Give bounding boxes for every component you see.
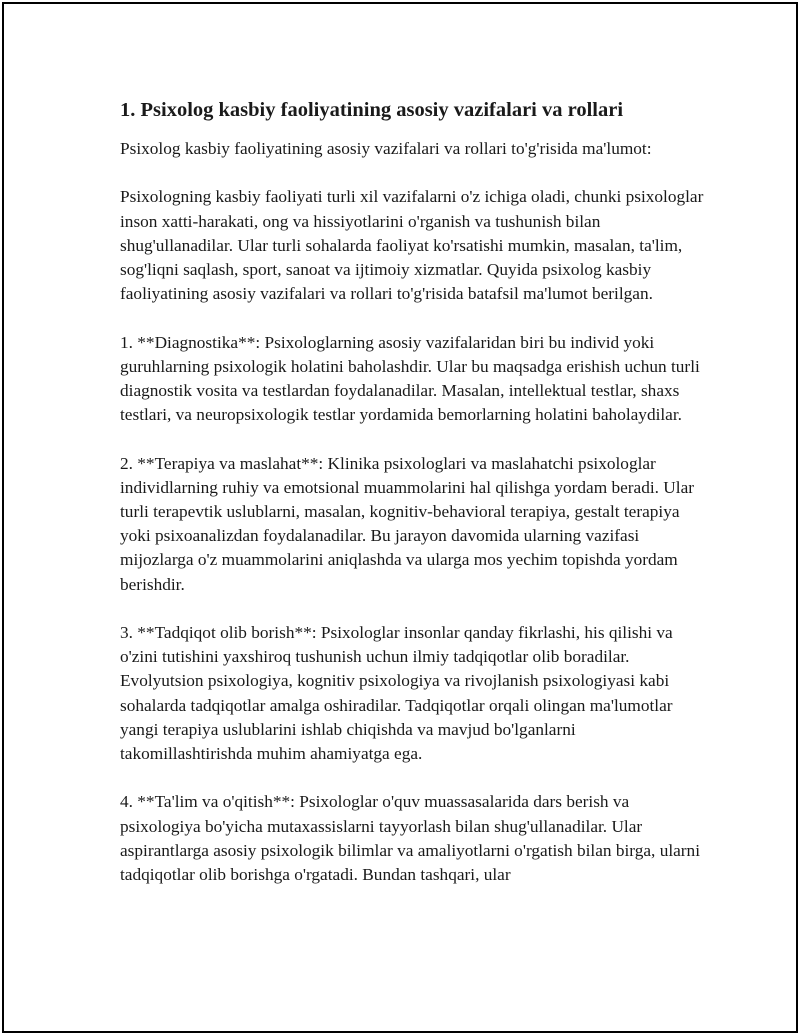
overview-paragraph: Psixologning kasbiy faoliyati turli xil vazifalarni o'z ichiga oladi, chunki psixologlar inson xatti-harakati, ong va hissiyotlarini o'rganish va tushunish bilan shug'ullanadilar. Ular turli sohalarda faoliyat ko'rsatishi mumkin, masalan, ta'lim, sog'liqni saqlash, sport, sanoat va ijtimoiy xizmatlar. Quyida psixolog kasbiy faoliyatining asosiy vazifalari va rollari to'g'risida batafsil ma'lumot berilgan.	[120, 187, 704, 304]
education-paragraph: 4. **Ta'lim va o'qitish**: Psixologlar o'quv muassasalarida dars berish va psixologiya bo'yicha mutaxassislarni tayyorlash bilan shug'ullanadilar. Ular aspirantlarga asosiy psixologik bilimlar va amaliyotlarni o'rgatish bilan birga, ularni tadqiqotlar olib borishga o'rgatadi. Bundan tashqari, ular	[120, 792, 701, 885]
document-page	[2, 2, 798, 1033]
document-content	[120, 96, 710, 911]
therapy-paragraph: 2. **Terapiya va maslahat**: Klinika psixologlari va maslahatchi psixologlar individlarning ruhiy va emotsional muammolarini hal qilishga yordam beradi. Ular turli terapevtik uslublarni, masalan, kognitiv-behavioral terapiya, gestalt terapiya yoki psixoanalizdan foydalanadilar. Bu jarayon davomida ularning vazifasi mijozlarga o'z muammolarini aniqlashda va ularga mos yechim topishda yordam berishdir.	[120, 453, 694, 594]
research-paragraph: 3. **Tadqiqot olib borish**: Psixologlar insonlar qanday fikrlashi, his qilishi va o'zini tutishini yaxshiroq tushunish uchun ilmiy tadqiqotlar olib boradilar. Evolyutsion psixologiya, kognitiv psixologiya va rivojlanish psixologiyasi kabi sohalarda tadqiqotlar amalga oshiradilar. Tadqiqotlar orqali olingan ma'lumotlar yangi terapiya uslublarini ishlab chiqishda va mavjud bo'lganlarni takomillashtirishda muhim ahamiyatga ega.	[120, 623, 673, 764]
document-title: 1. Psixolog kasbiy faoliyatining asosiy vazifalari va rollari	[120, 99, 624, 121]
diagnostics-paragraph: 1. **Diagnostika**: Psixologlarning asosiy vazifalaridan biri bu individ yoki guruhlarning psixologik holatini baholashdir. Ular bu maqsadga erishish uchun turli diagnostik vosita va testlardan foydalanadilar. Masalan, intellektual testlar, shaxs testlari, va neuropsixologik testlar yordamida bemorlarning holatini baholaydilar.	[120, 332, 700, 425]
intro-paragraph: Psixolog kasbiy faoliyatining asosiy vazifalari va rollari to'g'risida ma'lumot:	[120, 139, 652, 158]
